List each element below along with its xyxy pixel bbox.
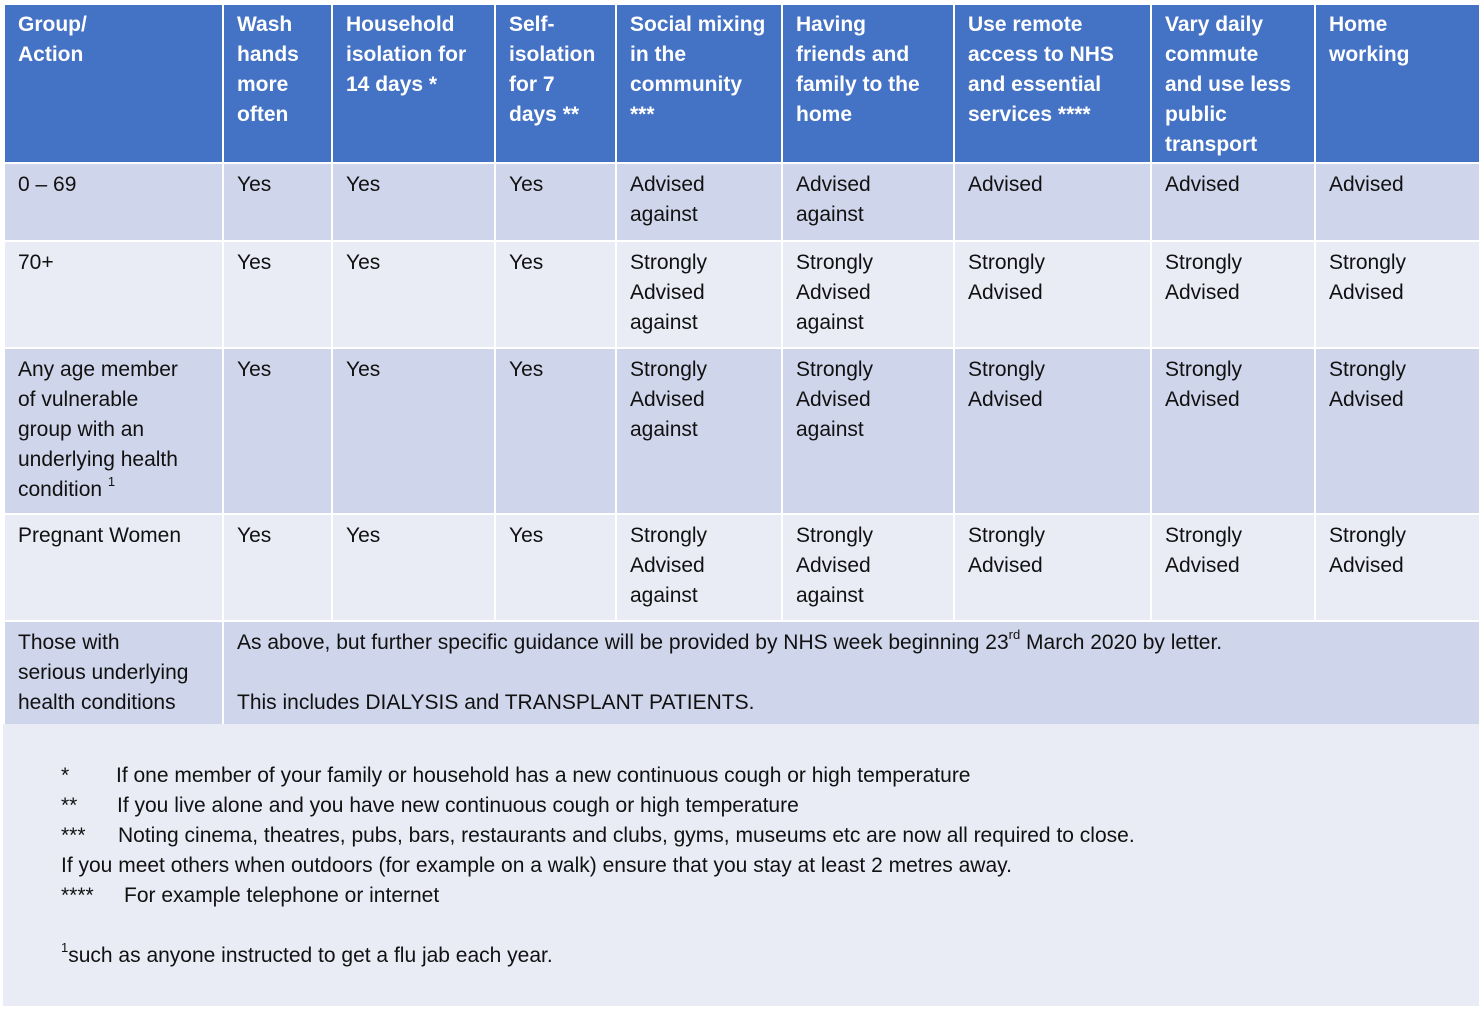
cell-text-line: Pregnant Women bbox=[18, 524, 182, 547]
cell-text-line: Social mixing bbox=[630, 13, 766, 36]
cell-text-line: against bbox=[630, 203, 698, 226]
footnote-4 bbox=[61, 851, 1012, 881]
column-header bbox=[954, 4, 1151, 163]
column-header bbox=[782, 4, 954, 163]
guidance-cell bbox=[495, 348, 616, 514]
serious-includes-line: This includes DIALYSIS and TRANSPLANT PATIENTS. bbox=[237, 691, 755, 714]
guidance-cell bbox=[954, 348, 1151, 514]
cell-text-line: Advised bbox=[1165, 388, 1240, 411]
serious-text-before: As above, but further specific guidance will be provided by NHS week beginning 23 bbox=[237, 631, 1009, 654]
cell-text-line: Advised bbox=[968, 554, 1043, 577]
guidance-cell bbox=[782, 348, 954, 514]
cell-text-line: 14 days * bbox=[346, 73, 438, 96]
cell-text-line: days ** bbox=[509, 103, 580, 126]
column-header bbox=[495, 4, 616, 163]
guidance-cell bbox=[954, 163, 1151, 241]
cell-text-line: Wash bbox=[237, 13, 293, 36]
footnote-6 bbox=[61, 941, 553, 971]
guidance-cell bbox=[332, 348, 495, 514]
guidance-cell bbox=[495, 163, 616, 241]
spacer-line bbox=[237, 658, 1466, 688]
cell-text-line: group with an bbox=[18, 418, 145, 441]
footnote-2 bbox=[61, 791, 799, 821]
ordinal-suffix: rd bbox=[1008, 627, 1021, 642]
cell-text-line: friends and bbox=[796, 43, 910, 66]
guidance-cell bbox=[332, 163, 495, 241]
footnote-text: If you live alone and you have new continuous cough or high temperature bbox=[117, 794, 799, 817]
cell-text-line: Advised bbox=[630, 554, 705, 577]
cell-text-line: against bbox=[630, 311, 698, 334]
guidance-cell bbox=[1315, 241, 1480, 348]
footnote-text: For example telephone or internet bbox=[124, 884, 440, 907]
cell-text-line: Advised bbox=[796, 388, 871, 411]
guidance-cell bbox=[616, 163, 782, 241]
cell-text-line: Yes bbox=[237, 173, 272, 196]
cell-text-line: Yes bbox=[346, 251, 381, 274]
group-cell bbox=[4, 348, 223, 514]
guidance-cell bbox=[223, 514, 332, 621]
cell-text-line: Advised bbox=[1329, 388, 1404, 411]
guidance-cell bbox=[495, 514, 616, 621]
cell-text-line: Strongly bbox=[968, 524, 1046, 547]
guidance-cell bbox=[1315, 163, 1480, 241]
footnote-marker: *** bbox=[61, 824, 86, 847]
cell-text-line: hands bbox=[237, 43, 299, 66]
cell-text-line: isolation bbox=[509, 43, 596, 66]
cell-text-line: Advised bbox=[1165, 173, 1240, 196]
cell-text-line: Group/ bbox=[18, 13, 87, 36]
cell-text-line: Yes bbox=[509, 173, 544, 196]
column-header bbox=[332, 4, 495, 163]
guidance-cell bbox=[223, 241, 332, 348]
cell-text-line: services **** bbox=[968, 103, 1091, 126]
cell-text-line: against bbox=[796, 584, 864, 607]
guidance-cell bbox=[495, 241, 616, 348]
table-row-serious-conditions bbox=[4, 621, 1480, 726]
footnote-text: such as anyone instructed to get a flu jab each year. bbox=[68, 944, 553, 967]
cell-text-line: Yes bbox=[509, 251, 544, 274]
cell-text-line: Advised bbox=[1165, 554, 1240, 577]
cell-text-line: Yes bbox=[346, 173, 381, 196]
group-cell bbox=[4, 621, 223, 726]
cell-text-line: of vulnerable bbox=[18, 388, 139, 411]
guidance-cell bbox=[1315, 348, 1480, 514]
table-row bbox=[4, 163, 1480, 241]
table-row bbox=[4, 348, 1480, 514]
footnote-5 bbox=[61, 881, 439, 911]
column-header bbox=[223, 4, 332, 163]
group-cell bbox=[4, 241, 223, 348]
column-header bbox=[616, 4, 782, 163]
guidance-table bbox=[3, 3, 1481, 727]
cell-text-line: against bbox=[796, 311, 864, 334]
column-header bbox=[4, 4, 223, 163]
guidance-cell bbox=[616, 348, 782, 514]
serious-guidance-cell bbox=[223, 621, 1480, 726]
footnotes-panel bbox=[3, 724, 1479, 1006]
cell-text-line: Strongly bbox=[1329, 358, 1407, 381]
cell-text-line: commute bbox=[1165, 43, 1259, 66]
footnote-text: If one member of your family or household has a new continuous cough or high temperature bbox=[116, 764, 971, 787]
cell-text-line: Strongly bbox=[630, 358, 708, 381]
cell-text-line: Those with bbox=[18, 631, 120, 654]
cell-text-line: Advised bbox=[796, 554, 871, 577]
guidance-cell bbox=[954, 241, 1151, 348]
cell-text-line: Advised bbox=[968, 173, 1043, 196]
header-row bbox=[4, 4, 1480, 163]
cell-text-line: family to the bbox=[796, 73, 920, 96]
table-body bbox=[4, 163, 1480, 726]
cell-text-line: isolation for bbox=[346, 43, 467, 66]
column-header bbox=[1315, 4, 1480, 163]
cell-text-line: Vary daily bbox=[1165, 13, 1264, 36]
table-row bbox=[4, 514, 1480, 621]
cell-text-line: Strongly bbox=[1329, 524, 1407, 547]
group-cell bbox=[4, 514, 223, 621]
cell-text-line: working bbox=[1329, 43, 1410, 66]
cell-text-line: 0 – 69 bbox=[18, 173, 77, 196]
guidance-cell bbox=[1151, 163, 1315, 241]
cell-text-line: Action bbox=[18, 43, 84, 66]
guidance-cell bbox=[1151, 514, 1315, 621]
cell-text-line: Advised bbox=[1329, 173, 1404, 196]
cell-text-line: Use remote bbox=[968, 13, 1083, 36]
guidance-cell bbox=[1315, 514, 1480, 621]
cell-text-line: Strongly bbox=[1165, 358, 1243, 381]
cell-text-line: and essential bbox=[968, 73, 1102, 96]
cell-text-line: Yes bbox=[237, 358, 272, 381]
cell-text-line: Yes bbox=[237, 524, 272, 547]
guidance-cell bbox=[782, 514, 954, 621]
cell-text-line: Advised bbox=[630, 388, 705, 411]
cell-text-line: Strongly bbox=[968, 251, 1046, 274]
cell-text-line: Advised bbox=[968, 281, 1043, 304]
cell-text-line: in the bbox=[630, 43, 686, 66]
cell-text-line: Advised bbox=[796, 173, 871, 196]
cell-text-line: against bbox=[630, 418, 698, 441]
footnote-superscript: 1 bbox=[61, 940, 69, 955]
cell-text-line: Self- bbox=[509, 13, 555, 36]
cell-text-line: serious underlying bbox=[18, 661, 189, 684]
guidance-cell bbox=[223, 163, 332, 241]
cell-text-line: 70+ bbox=[18, 251, 54, 274]
cell-text-line: transport bbox=[1165, 133, 1258, 156]
serious-guidance-line bbox=[237, 628, 1466, 658]
cell-text-line: against bbox=[796, 418, 864, 441]
cell-text-line: Strongly bbox=[630, 524, 708, 547]
cell-text-line: condition bbox=[18, 478, 103, 501]
cell-text-line-wrap bbox=[18, 475, 209, 505]
cell-text-line: Yes bbox=[237, 251, 272, 274]
cell-text-line: health conditions bbox=[18, 691, 176, 714]
cell-text-line: public bbox=[1165, 103, 1227, 126]
cell-text-line: Advised bbox=[796, 281, 871, 304]
cell-text-line: Strongly bbox=[968, 358, 1046, 381]
cell-text-line: Yes bbox=[509, 358, 544, 381]
cell-text-line: Yes bbox=[346, 358, 381, 381]
cell-text-line: and use less bbox=[1165, 73, 1292, 96]
table-row bbox=[4, 241, 1480, 348]
guidance-cell bbox=[954, 514, 1151, 621]
cell-text-line: Strongly bbox=[796, 251, 874, 274]
cell-text-line: against bbox=[796, 203, 864, 226]
cell-text-line: Strongly bbox=[1165, 524, 1243, 547]
footnote-marker: ** bbox=[61, 794, 78, 817]
guidance-cell bbox=[616, 514, 782, 621]
cell-text-line: Strongly bbox=[1165, 251, 1243, 274]
guidance-cell bbox=[1151, 348, 1315, 514]
footnote-text: If you meet others when outdoors (for example on a walk) ensure that you stay at least 2 metres away. bbox=[61, 854, 1012, 877]
footnote-3 bbox=[61, 821, 1135, 851]
cell-text-line: Strongly bbox=[630, 251, 708, 274]
cell-text-line: Advised bbox=[1329, 281, 1404, 304]
cell-text-line: *** bbox=[630, 103, 655, 126]
cell-text-line: Advised bbox=[968, 388, 1043, 411]
cell-text-line: for 7 bbox=[509, 73, 555, 96]
serious-text-after: March 2020 by letter. bbox=[1020, 631, 1223, 654]
footnote-marker: * bbox=[61, 764, 70, 787]
footnote-text: Noting cinema, theatres, pubs, bars, restaurants and clubs, gyms, museums etc are now all required to close. bbox=[118, 824, 1135, 847]
cell-text-line: often bbox=[237, 103, 289, 126]
column-header bbox=[1151, 4, 1315, 163]
cell-text-line: Strongly bbox=[796, 358, 874, 381]
cell-text-line: Any age member bbox=[18, 358, 178, 381]
cell-text-line: access to NHS bbox=[968, 43, 1114, 66]
cell-text-line: underlying health bbox=[18, 448, 178, 471]
guidance-cell bbox=[782, 241, 954, 348]
footnote-marker: **** bbox=[61, 884, 94, 907]
cell-text-line: Strongly bbox=[796, 524, 874, 547]
cell-text-line: Advised bbox=[1165, 281, 1240, 304]
guidance-cell bbox=[1151, 241, 1315, 348]
guidance-cell bbox=[782, 163, 954, 241]
guidance-slide bbox=[3, 3, 1479, 1006]
cell-text-line: Strongly bbox=[1329, 251, 1407, 274]
cell-text-line: Home bbox=[1329, 13, 1388, 36]
guidance-cell bbox=[332, 241, 495, 348]
guidance-cell bbox=[332, 514, 495, 621]
cell-text-line: Yes bbox=[509, 524, 544, 547]
cell-text-line: Advised bbox=[1329, 554, 1404, 577]
cell-text-line: Advised bbox=[630, 281, 705, 304]
cell-text-line: against bbox=[630, 584, 698, 607]
cell-text-line: Yes bbox=[346, 524, 381, 547]
cell-text-line: community bbox=[630, 73, 743, 96]
cell-text-line: Having bbox=[796, 13, 867, 36]
cell-text-line: Household bbox=[346, 13, 455, 36]
cell-text-line: more bbox=[237, 73, 289, 96]
guidance-cell bbox=[223, 348, 332, 514]
group-footnote-ref: 1 bbox=[107, 474, 116, 489]
footnote-1 bbox=[61, 761, 971, 791]
cell-text-line: home bbox=[796, 103, 853, 126]
cell-text-line: Advised bbox=[630, 173, 705, 196]
group-cell bbox=[4, 163, 223, 241]
guidance-cell bbox=[616, 241, 782, 348]
